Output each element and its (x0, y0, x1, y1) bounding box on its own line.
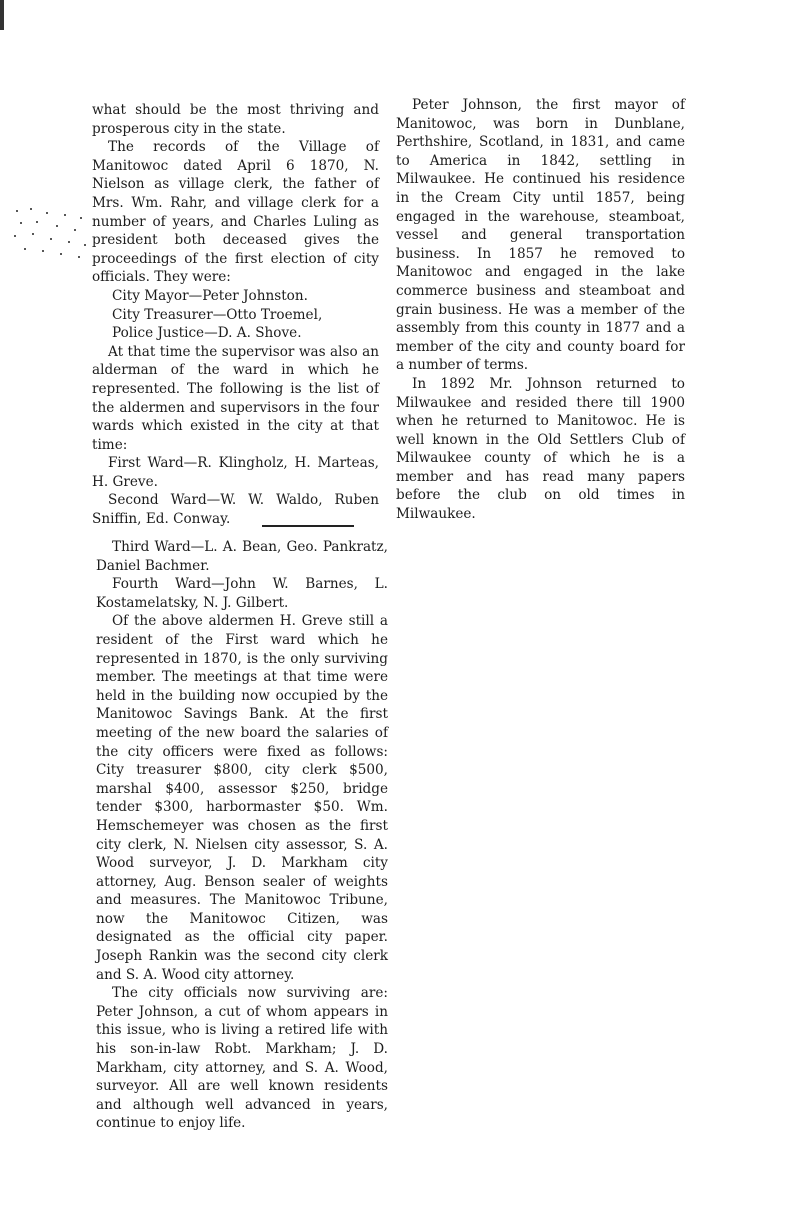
paragraph: City Mayor—Peter Johnston. (112, 287, 308, 304)
paragraph: Fourth Ward—John W. Barnes, L. Kostamelatsky, N. J. Gilbert. (96, 576, 388, 611)
paragraph: First Ward—R. Klingholz, H. Marteas, H. Greve. (92, 455, 379, 490)
article-column-left-top (92, 101, 379, 529)
paragraph: City Treasurer—Otto Troemel, (112, 306, 323, 323)
paragraph: Second Ward—W. W. Waldo, Ruben Sniffin, Ed. Conway. (92, 492, 379, 528)
paragraph: The city officials now surviving are: Peter Johnson, a cut of whom appears in this issue, who is living a retired life with his son-in-law Robt. Markham; J. D. Markham, city attorney, and S. A. Wood, surveyor. All are well known residents and although well advanced in years, continue to enjoy life. (96, 985, 388, 1132)
paragraph: In 1892 Mr. Johnson returned to Milwaukee and resided there till 1900 when he returned to Manitowoc. He is well known in the Old Settlers Club of Milwaukee county of which he is a member and has read many papers before the club on old times in Milwaukee. (396, 375, 685, 523)
margin-specks (12, 208, 90, 260)
article-column-left-bottom (96, 538, 388, 1133)
article-column-right (396, 96, 685, 524)
paragraph: Peter Johnson, the first mayor of Manitowoc, was born in Dunblane, Perthshire, Scotland, in 1831, and came to America in 1842, settling in Milwaukee. He continued his residence in the Cream City until 1857, being engaged in the warehouse, steamboat, vessel and general transportation business. In 1857 he removed to Manitowoc and engaged in the lake commerce business and steamboat and grain business. He was a member of the assembly from this county in 1877 and a member of the city and county board for a number of terms. (396, 97, 685, 374)
paragraph: what should be the most thriving and prosperous city in the state. (92, 102, 379, 137)
paragraph: Third Ward—L. A. Bean, Geo. Pankratz, Daniel Bachmer. (96, 539, 388, 574)
paragraph: Police Justice—D. A. Shove. (112, 325, 302, 342)
column-divider-rule (262, 525, 354, 527)
paragraph: The records of the Village of Manitowoc dated April 6 1870, N. Nielson as village clerk, the father of Mrs. Wm. Rahr, and village clerk for a number of years, and Charles Luling as president both deceased gives the proceedings of the first election of city officials. They were: (92, 139, 379, 286)
page-edge-mark (0, 0, 4, 30)
paragraph: At that time the supervisor was also an alderman of the ward in which he represented. The following is the list of the aldermen and supervisors in the four wards which existed in the city at that time: (92, 343, 379, 453)
paragraph: Of the above aldermen H. Greve still a resident of the First ward which he represented in 1870, is the only surviving member. The meetings at that time were held in the building now occupied by the Manitowoc Savings Bank. At the first meeting of the new board the salaries of the city officers were fixed as follows: City treasurer $800, city clerk $500, marshal $400, assessor $250, bridge tender $300, harbormaster $50. Wm. Hemschemeyer was chosen as the first city clerk, N. Nielsen city assessor, S. A. Wood surveyor, J. D. Markham city attorney, Aug. Benson sealer of weights and measures. The Manitowoc Tribune, now the Manitowoc Citizen, was designated as the official city paper. Joseph Rankin was the second city clerk and S. A. Wood city attorney. (96, 613, 388, 983)
